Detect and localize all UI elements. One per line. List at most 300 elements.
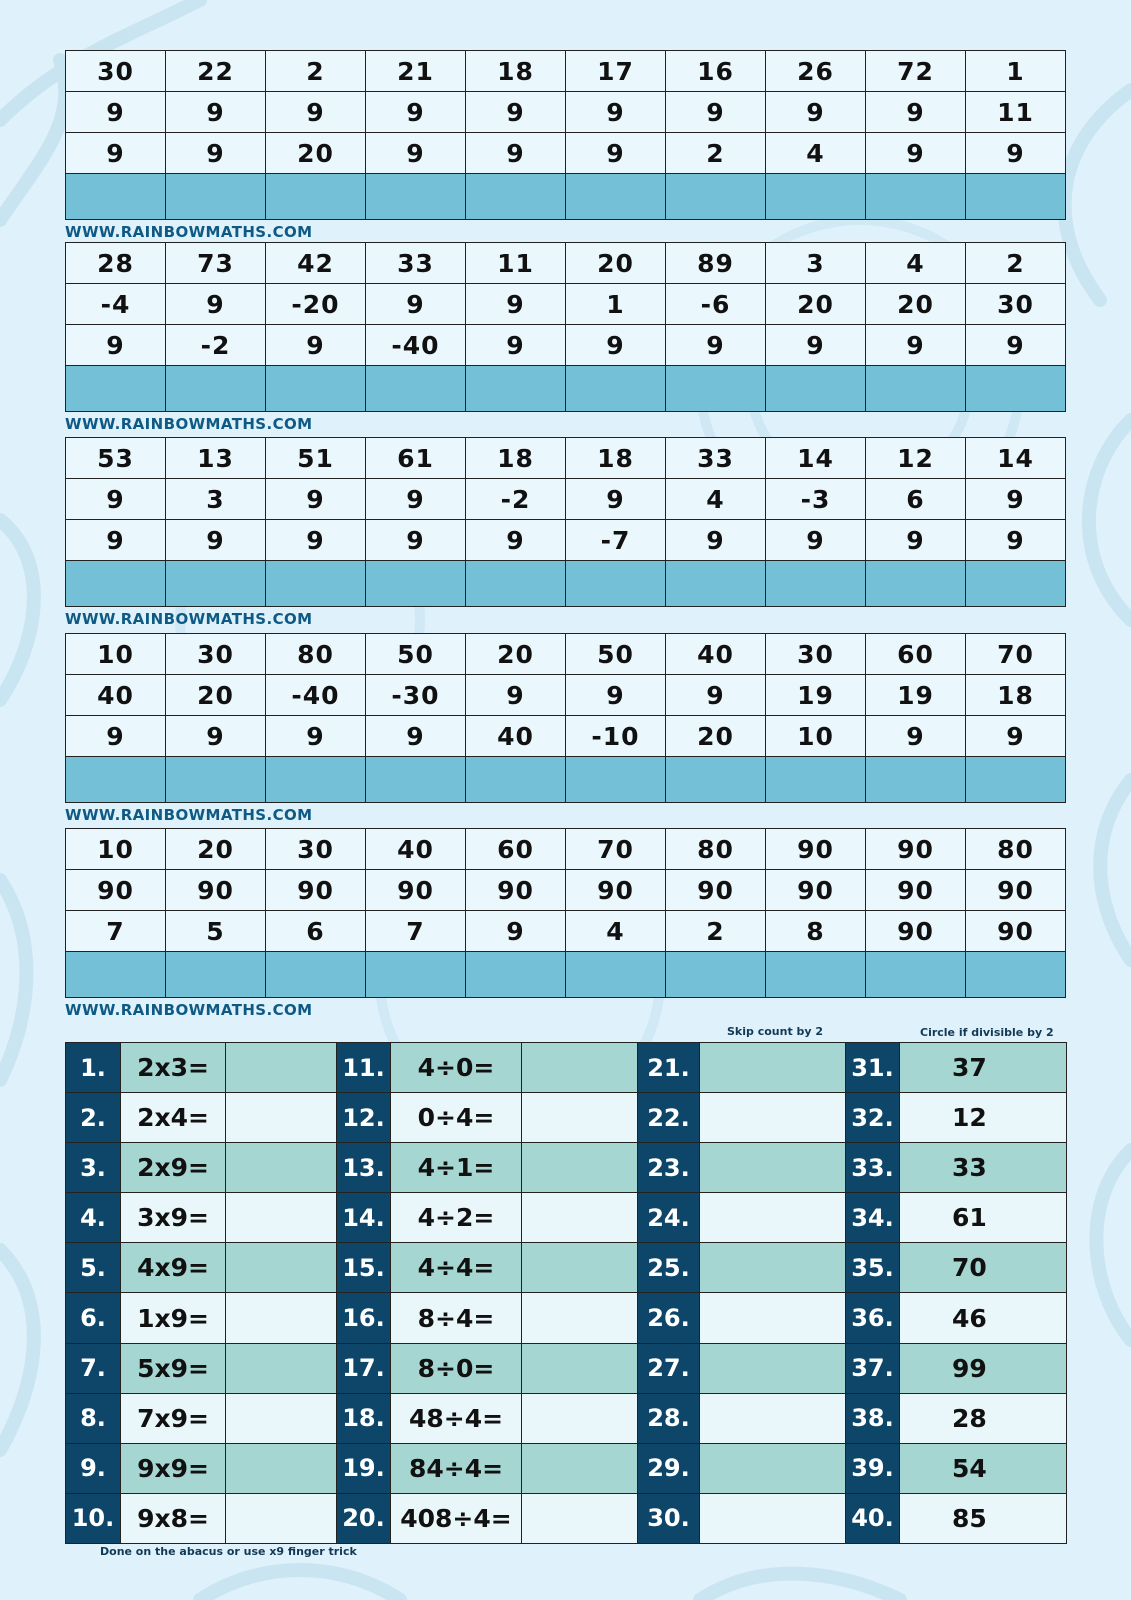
grid-cell: 9 [466, 520, 566, 561]
answer-cell[interactable] [966, 757, 1066, 803]
answer-cell[interactable] [766, 366, 866, 412]
grid-cell: 18 [566, 438, 666, 479]
answer-cell[interactable] [866, 561, 966, 607]
grid-cell: 6 [866, 479, 966, 520]
grid-cell: 9 [366, 716, 466, 757]
multiplication-question: 2x9= [121, 1143, 226, 1193]
answer-field[interactable] [226, 1093, 337, 1143]
answer-cell[interactable] [766, 174, 866, 220]
question-number: 29. [638, 1443, 700, 1493]
grid-cell: 9 [266, 479, 366, 520]
answer-field[interactable] [522, 1343, 638, 1393]
answer-field[interactable] [522, 1193, 638, 1243]
answer-cell[interactable] [466, 757, 566, 803]
question-number: 22. [638, 1093, 700, 1143]
answer-cell[interactable] [266, 561, 366, 607]
grid-cell: 33 [366, 243, 466, 284]
grid-cell: 3 [166, 479, 266, 520]
divisible-number[interactable]: 37 [900, 1043, 1067, 1093]
answer-field[interactable] [226, 1193, 337, 1243]
grid-cell: 9 [366, 479, 466, 520]
website-url: WWW.RAINBOWMATHS.COM [65, 1001, 313, 1019]
answer-cell[interactable] [366, 757, 466, 803]
footer-note: Done on the abacus or use x9 finger trick [100, 1545, 357, 1558]
addition-grid-4 [65, 633, 1066, 803]
grid-cell: 17 [566, 51, 666, 92]
answer-cell[interactable] [66, 757, 166, 803]
grid-cell: 33 [666, 438, 766, 479]
question-number: 8. [66, 1393, 121, 1443]
grid-cell: 9 [366, 284, 466, 325]
question-number: 14. [337, 1193, 391, 1243]
divisible-number[interactable]: 85 [900, 1493, 1067, 1543]
question-number: 10. [66, 1493, 121, 1543]
grid-cell: 9 [966, 716, 1066, 757]
grid-cell: 70 [566, 829, 666, 870]
grid-cell: 40 [66, 675, 166, 716]
grid-cell: 7 [366, 911, 466, 952]
answer-cell[interactable] [566, 757, 666, 803]
grid-cell: 72 [866, 51, 966, 92]
question-number: 2. [66, 1093, 121, 1143]
grid-cell: 9 [366, 133, 466, 174]
multiplication-question: 3x9= [121, 1193, 226, 1243]
multiplication-question: 5x9= [121, 1343, 226, 1393]
answer-cell[interactable] [466, 952, 566, 998]
addition-grid-1 [65, 50, 1066, 220]
grid-cell: 20 [666, 716, 766, 757]
grid-cell: 90 [966, 911, 1066, 952]
grid-cell: 2 [666, 133, 766, 174]
grid-cell: 9 [966, 325, 1066, 366]
grid-cell: 8 [766, 911, 866, 952]
grid-cell: 20 [566, 243, 666, 284]
divisible-number[interactable]: 70 [900, 1243, 1067, 1293]
grid-cell: 90 [766, 870, 866, 911]
multiplication-question: 2x4= [121, 1093, 226, 1143]
grid-cell: 2 [266, 51, 366, 92]
grid-cell: 40 [666, 634, 766, 675]
grid-cell: 9 [366, 92, 466, 133]
grid-cell: 9 [66, 479, 166, 520]
grid-cell: 60 [466, 829, 566, 870]
grid-cell: 1 [966, 51, 1066, 92]
grid-cell: 9 [266, 325, 366, 366]
question-number: 24. [638, 1193, 700, 1243]
answer-cell[interactable] [366, 561, 466, 607]
grid-cell: 20 [466, 634, 566, 675]
grid-cell: 9 [366, 520, 466, 561]
question-number: 36. [846, 1293, 900, 1343]
grid-cell: 6 [266, 911, 366, 952]
grid-cell: 10 [66, 634, 166, 675]
grid-cell: 20 [766, 284, 866, 325]
question-number: 19. [337, 1443, 391, 1493]
question-number: 13. [337, 1143, 391, 1193]
question-number: 4. [66, 1193, 121, 1243]
question-number: 40. [846, 1493, 900, 1543]
grid-cell: 61 [366, 438, 466, 479]
division-question: 4÷0= [391, 1043, 522, 1093]
addition-grid-2 [65, 242, 1066, 412]
grid-cell: 19 [866, 675, 966, 716]
grid-cell: 30 [66, 51, 166, 92]
grid-cell: 51 [266, 438, 366, 479]
grid-cell: 2 [966, 243, 1066, 284]
question-number: 38. [846, 1393, 900, 1443]
grid-cell: 9 [466, 92, 566, 133]
grid-cell: 80 [966, 829, 1066, 870]
grid-cell: 30 [766, 634, 866, 675]
grid-cell: 90 [866, 829, 966, 870]
divisible-number[interactable]: 12 [900, 1093, 1067, 1143]
answer-field[interactable] [522, 1093, 638, 1143]
grid-cell: 21 [366, 51, 466, 92]
skip-count-field[interactable] [700, 1193, 846, 1243]
grid-cell: 1 [566, 284, 666, 325]
grid-cell: 89 [666, 243, 766, 284]
question-number: 28. [638, 1393, 700, 1443]
answer-field[interactable] [226, 1043, 337, 1093]
question-number: 32. [846, 1093, 900, 1143]
grid-cell: -6 [666, 284, 766, 325]
website-url: WWW.RAINBOWMATHS.COM [65, 806, 313, 824]
answer-cell[interactable] [266, 174, 366, 220]
answer-field[interactable] [522, 1143, 638, 1193]
question-number: 6. [66, 1293, 121, 1343]
grid-cell: -4 [66, 284, 166, 325]
grid-cell: 53 [66, 438, 166, 479]
grid-cell: 2 [666, 911, 766, 952]
answer-cell[interactable] [166, 366, 266, 412]
grid-cell: 70 [966, 634, 1066, 675]
grid-cell: 9 [566, 133, 666, 174]
skip-count-field[interactable] [700, 1493, 846, 1543]
grid-cell: 4 [666, 479, 766, 520]
grid-cell: 11 [466, 243, 566, 284]
grid-cell: 26 [766, 51, 866, 92]
grid-cell: 9 [266, 520, 366, 561]
question-number: 23. [638, 1143, 700, 1193]
skip-count-field[interactable] [700, 1393, 846, 1443]
grid-cell: 42 [266, 243, 366, 284]
question-number: 35. [846, 1243, 900, 1293]
question-number: 25. [638, 1243, 700, 1293]
grid-cell: 9 [966, 479, 1066, 520]
grid-cell: 9 [166, 92, 266, 133]
question-number: 12. [337, 1093, 391, 1143]
answer-field[interactable] [226, 1243, 337, 1293]
answer-field[interactable] [522, 1443, 638, 1493]
answer-cell[interactable] [766, 757, 866, 803]
answer-cell[interactable] [566, 561, 666, 607]
answer-field[interactable] [522, 1243, 638, 1293]
addition-grid-3 [65, 437, 1066, 607]
question-number: 17. [337, 1343, 391, 1393]
grid-cell: -7 [566, 520, 666, 561]
grid-cell: 9 [266, 716, 366, 757]
multiplication-question: 1x9= [121, 1293, 226, 1343]
answer-cell[interactable] [466, 174, 566, 220]
operations-table [65, 1042, 1067, 1544]
grid-cell: 50 [366, 634, 466, 675]
grid-cell: 40 [366, 829, 466, 870]
grid-cell: 20 [266, 133, 366, 174]
multiplication-question: 7x9= [121, 1393, 226, 1443]
multiplication-question: 2x3= [121, 1043, 226, 1093]
grid-cell: 20 [166, 829, 266, 870]
grid-cell: 9 [66, 716, 166, 757]
question-number: 11. [337, 1043, 391, 1093]
grid-cell: 9 [866, 520, 966, 561]
answer-cell[interactable] [266, 757, 366, 803]
division-question: 0÷4= [391, 1093, 522, 1143]
grid-cell: 28 [66, 243, 166, 284]
grid-cell: -30 [366, 675, 466, 716]
grid-cell: 90 [766, 829, 866, 870]
answer-field[interactable] [226, 1143, 337, 1193]
answer-cell[interactable] [666, 952, 766, 998]
grid-cell: 9 [566, 675, 666, 716]
grid-cell: 90 [666, 870, 766, 911]
grid-cell: 90 [166, 870, 266, 911]
answer-field[interactable] [522, 1493, 638, 1543]
answer-cell[interactable] [366, 952, 466, 998]
grid-cell: 19 [766, 675, 866, 716]
question-number: 31. [846, 1043, 900, 1093]
grid-cell: -2 [166, 325, 266, 366]
divisible-number[interactable]: 54 [900, 1443, 1067, 1493]
grid-cell: 73 [166, 243, 266, 284]
grid-cell: 9 [266, 92, 366, 133]
grid-cell: 10 [66, 829, 166, 870]
answer-cell[interactable] [766, 952, 866, 998]
division-question: 408÷4= [391, 1493, 522, 1543]
grid-cell: 40 [466, 716, 566, 757]
question-number: 26. [638, 1293, 700, 1343]
grid-cell: 90 [866, 911, 966, 952]
question-number: 39. [846, 1443, 900, 1493]
question-number: 9. [66, 1443, 121, 1493]
answer-cell[interactable] [566, 952, 666, 998]
skip-count-field[interactable] [700, 1143, 846, 1193]
skip-count-field[interactable] [700, 1293, 846, 1343]
answer-cell[interactable] [866, 952, 966, 998]
grid-cell: 9 [766, 520, 866, 561]
answer-cell[interactable] [166, 561, 266, 607]
question-number: 16. [337, 1293, 391, 1343]
grid-cell: 80 [666, 829, 766, 870]
divisible-number[interactable]: 99 [900, 1343, 1067, 1393]
grid-cell: 9 [666, 92, 766, 133]
question-number: 7. [66, 1343, 121, 1393]
skip-count-header: Skip count by 2 [727, 1025, 824, 1038]
answer-cell[interactable] [566, 366, 666, 412]
answer-cell[interactable] [966, 952, 1066, 998]
divisible-number[interactable]: 61 [900, 1193, 1067, 1243]
divisible-number[interactable]: 28 [900, 1393, 1067, 1443]
question-number: 34. [846, 1193, 900, 1243]
grid-cell: -40 [266, 675, 366, 716]
divisible-number[interactable]: 33 [900, 1143, 1067, 1193]
multiplication-question: 9x8= [121, 1493, 226, 1543]
answer-cell[interactable] [766, 561, 866, 607]
question-number: 15. [337, 1243, 391, 1293]
question-number: 21. [638, 1043, 700, 1093]
website-url: WWW.RAINBOWMATHS.COM [65, 415, 313, 433]
grid-cell: 9 [66, 520, 166, 561]
grid-cell: 11 [966, 92, 1066, 133]
grid-cell: 20 [166, 675, 266, 716]
grid-cell: 9 [666, 325, 766, 366]
answer-cell[interactable] [666, 174, 766, 220]
grid-cell: 4 [566, 911, 666, 952]
grid-cell: 9 [466, 911, 566, 952]
grid-cell: 22 [166, 51, 266, 92]
website-url: WWW.RAINBOWMATHS.COM [65, 223, 313, 241]
skip-count-field[interactable] [700, 1243, 846, 1293]
grid-cell: -40 [366, 325, 466, 366]
grid-cell: 80 [266, 634, 366, 675]
multiplication-question: 4x9= [121, 1243, 226, 1293]
division-question: 4÷1= [391, 1143, 522, 1193]
answer-cell[interactable] [66, 174, 166, 220]
division-question: 8÷0= [391, 1343, 522, 1393]
answer-field[interactable] [522, 1293, 638, 1343]
grid-cell: 9 [466, 284, 566, 325]
answer-cell[interactable] [266, 366, 366, 412]
divisible-number[interactable]: 46 [900, 1293, 1067, 1343]
question-number: 30. [638, 1493, 700, 1543]
answer-field[interactable] [226, 1393, 337, 1443]
grid-cell: 9 [866, 133, 966, 174]
division-question: 4÷2= [391, 1193, 522, 1243]
grid-cell: 9 [166, 520, 266, 561]
question-number: 5. [66, 1243, 121, 1293]
answer-cell[interactable] [166, 952, 266, 998]
question-number: 33. [846, 1143, 900, 1193]
answer-cell[interactable] [566, 174, 666, 220]
division-question: 4÷4= [391, 1243, 522, 1293]
grid-cell: 9 [166, 716, 266, 757]
grid-cell: 50 [566, 634, 666, 675]
grid-cell: 9 [66, 325, 166, 366]
grid-cell: 90 [466, 870, 566, 911]
answer-field[interactable] [226, 1343, 337, 1393]
answer-field[interactable] [226, 1493, 337, 1543]
grid-cell: 9 [766, 325, 866, 366]
website-url: WWW.RAINBOWMATHS.COM [65, 610, 313, 628]
grid-cell: -3 [766, 479, 866, 520]
grid-cell: 9 [566, 92, 666, 133]
answer-field[interactable] [226, 1293, 337, 1343]
answer-cell[interactable] [66, 366, 166, 412]
grid-cell: 20 [866, 284, 966, 325]
grid-cell: 9 [66, 133, 166, 174]
question-number: 3. [66, 1143, 121, 1193]
answer-cell[interactable] [966, 561, 1066, 607]
grid-cell: 9 [666, 675, 766, 716]
grid-cell: 9 [866, 716, 966, 757]
division-question: 48÷4= [391, 1393, 522, 1443]
grid-cell: 16 [666, 51, 766, 92]
division-question: 8÷4= [391, 1293, 522, 1343]
answer-cell[interactable] [266, 952, 366, 998]
skip-count-field[interactable] [700, 1343, 846, 1393]
grid-cell: 5 [166, 911, 266, 952]
skip-count-field[interactable] [700, 1043, 846, 1093]
grid-cell: 14 [766, 438, 866, 479]
answer-cell[interactable] [866, 174, 966, 220]
skip-count-field[interactable] [700, 1093, 846, 1143]
answer-cell[interactable] [866, 757, 966, 803]
answer-cell[interactable] [866, 366, 966, 412]
division-question: 84÷4= [391, 1443, 522, 1493]
question-number: 27. [638, 1343, 700, 1393]
grid-cell: 9 [66, 92, 166, 133]
grid-cell: 12 [866, 438, 966, 479]
answer-cell[interactable] [466, 561, 566, 607]
answer-cell[interactable] [666, 366, 766, 412]
question-number: 18. [337, 1393, 391, 1443]
grid-cell: 9 [466, 325, 566, 366]
answer-cell[interactable] [166, 757, 266, 803]
answer-cell[interactable] [366, 366, 466, 412]
grid-cell: -10 [566, 716, 666, 757]
grid-cell: 4 [766, 133, 866, 174]
skip-count-field[interactable] [700, 1443, 846, 1493]
grid-cell: 9 [466, 675, 566, 716]
grid-cell: 90 [866, 870, 966, 911]
grid-cell: 4 [866, 243, 966, 284]
question-number: 20. [337, 1493, 391, 1543]
answer-cell[interactable] [366, 174, 466, 220]
grid-cell: 30 [266, 829, 366, 870]
grid-cell: 3 [766, 243, 866, 284]
grid-cell: 30 [166, 634, 266, 675]
grid-cell: 9 [866, 92, 966, 133]
grid-cell: 90 [266, 870, 366, 911]
answer-cell[interactable] [66, 952, 166, 998]
question-number: 1. [66, 1043, 121, 1093]
answer-cell[interactable] [666, 561, 766, 607]
grid-cell: -20 [266, 284, 366, 325]
answer-cell[interactable] [66, 561, 166, 607]
grid-cell: 18 [966, 675, 1066, 716]
answer-field[interactable] [522, 1393, 638, 1443]
grid-cell: 9 [466, 133, 566, 174]
answer-cell[interactable] [466, 366, 566, 412]
grid-cell: 90 [966, 870, 1066, 911]
grid-cell: 9 [766, 92, 866, 133]
answer-field[interactable] [522, 1043, 638, 1093]
addition-grid-5 [65, 828, 1066, 998]
grid-cell: -2 [466, 479, 566, 520]
answer-cell[interactable] [966, 366, 1066, 412]
grid-cell: 60 [866, 634, 966, 675]
answer-cell[interactable] [166, 174, 266, 220]
grid-cell: 9 [566, 325, 666, 366]
answer-field[interactable] [226, 1443, 337, 1493]
grid-cell: 9 [166, 133, 266, 174]
question-number: 37. [846, 1343, 900, 1393]
grid-cell: 9 [566, 479, 666, 520]
grid-cell: 9 [166, 284, 266, 325]
answer-cell[interactable] [666, 757, 766, 803]
divisible-header: Circle if divisible by 2 [920, 1026, 1054, 1039]
answer-cell[interactable] [966, 174, 1066, 220]
grid-cell: 7 [66, 911, 166, 952]
